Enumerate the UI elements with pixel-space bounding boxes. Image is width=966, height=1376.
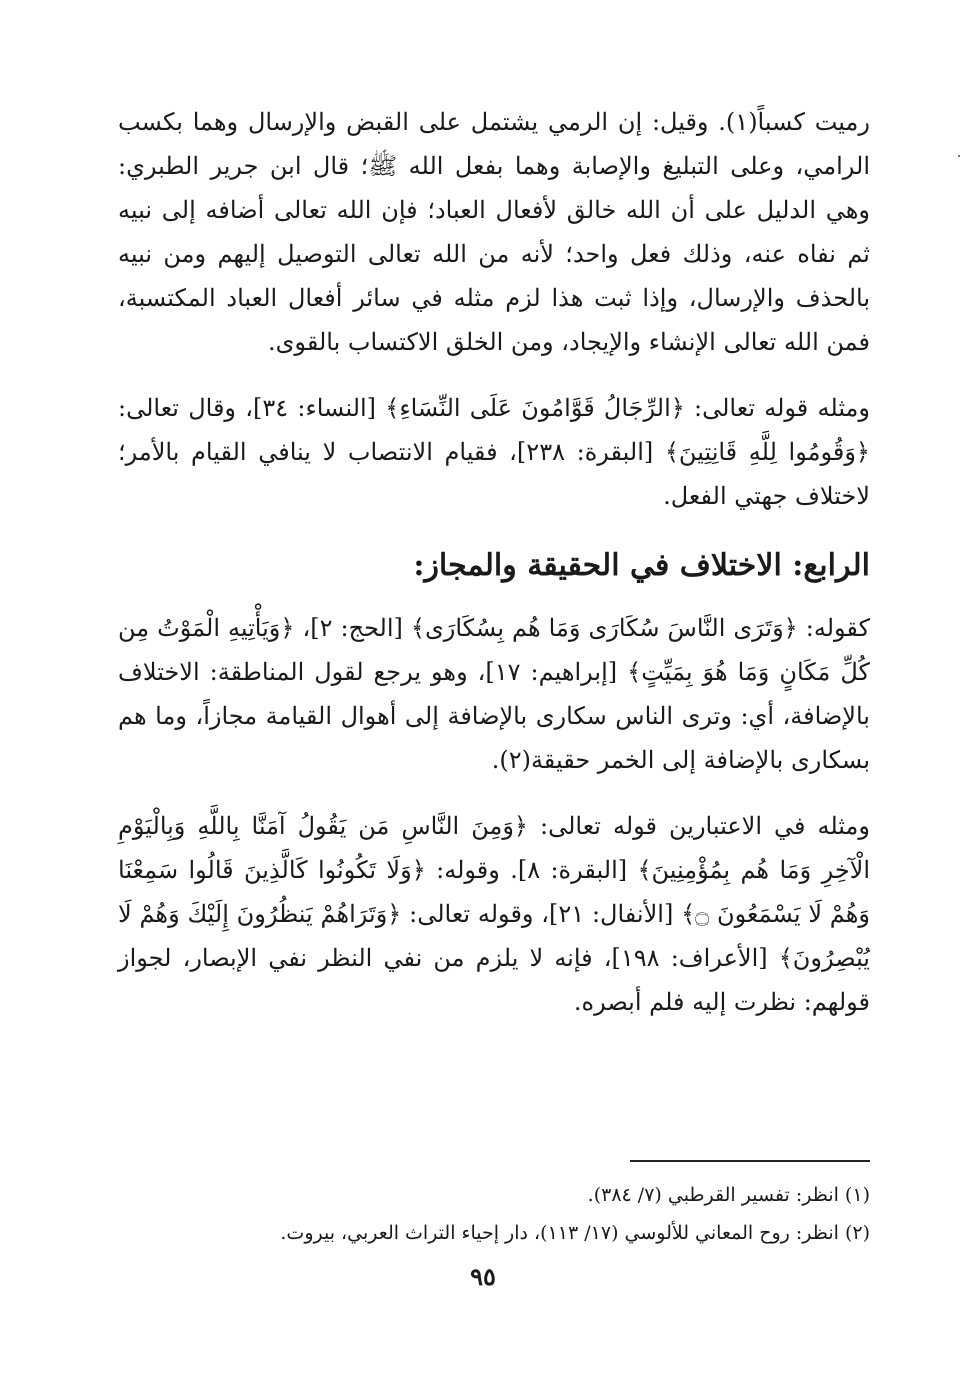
paragraph-3: كقوله: ﴿وَتَرَى النَّاسَ سُكَارَى وَمَا هُم بِسُكَارَى﴾ [الحج: ٢]، ﴿وَيَأْتِيهِ الْمَوْتُ مِن كُلِّ مَكَانٍ وَمَا هُوَ بِمَيِّتٍ﴾ [إبراهيم: ١٧]، وهو يرجع لقول المناطقة: الاختلاف بالإضافة، أي: وترى الناس سكارى بالإضافة إلى أهوال القيامة مجازاً، وما هم بسكارى بالإضافة إلى الخمر حقيقة(٢).: [118, 614, 870, 774]
paragraph-2: ومثله قوله تعالى: ﴿الرِّجَالُ قَوَّامُونَ عَلَى النِّسَاءِ﴾ [النساء: ٣٤]، وقال تعالى: ﴿وَقُومُوا لِلَّهِ قَانِتِينَ﴾ [البقرة: ٢٣٨]، فقيام الانتصاب لا ينافي القيام بالأمر؛ لاختلاف جهتي الفعل.: [118, 394, 871, 510]
footnotes: [118, 1160, 870, 1252]
section-heading: الرابع: الاختلاف في الحقيقة والمجاز:: [413, 548, 870, 583]
margin-mark: [958, 155, 960, 157]
footnote-1: (١) انظر: تفسير القرطبي (٧/ ٣٨٤).: [587, 1184, 870, 1206]
footnote-divider: [630, 1160, 870, 1162]
paragraph-4: ومثله في الاعتبارين قوله تعالى: ﴿وَمِنَ النَّاسِ مَن يَقُولُ آمَنَّا بِاللَّهِ وَبِالْيَوْمِ الْآخِرِ وَمَا هُم بِمُؤْمِنِينَ﴾ [البقرة: ٨]. وقوله: ﴿وَلَا تَكُونُوا كَالَّذِينَ قَالُوا سَمِعْنَا وَهُمْ لَا يَسْمَعُونَ ۝﴾ [الأنفال: ٢١]، وقوله تعالى: ﴿وَتَرَاهُمْ يَنظُرُونَ إِلَيْكَ وَهُمْ لَا يُبْصِرُونَ﴾ [الأعراف: ١٩٨]، فإنه لا يلزم من نفي النظر نفي الإبصار، لجواز قولهم: نظرت إليه فلم أبصره.: [118, 812, 871, 1016]
page-number: ٩٥: [470, 1262, 496, 1291]
paragraph-1: رميت كسباً(١). وقيل: إن الرمي يشتمل على القبض والإرسال وهما بكسب الرامي، وعلى التبليغ والإصابة وهما بفعل الله ﷺ؛ قال ابن جرير الطبري: وهي الدليل على أن الله خالق لأفعال العباد؛ فإن الله تعالى أضافه إلى نبيه ثم نفاه عنه، وذلك فعل واحد؛ لأنه من الله تعالى التوصيل إليهم ومن نبيه بالحذف والإرسال، وإذا ثبت هذا لزم مثله في سائر أفعال العباد المكتسبة، فمن الله تعالى الإنشاء والإيجاد، ومن الخلق الاكتساب بالقوى.: [118, 108, 870, 356]
page-body: [118, 100, 870, 1046]
footnote-2: (٢) انظر: روح المعاني للألوسي (١٧/ ١١٣)، دار إحياء التراث العربي، بيروت.: [280, 1222, 870, 1244]
